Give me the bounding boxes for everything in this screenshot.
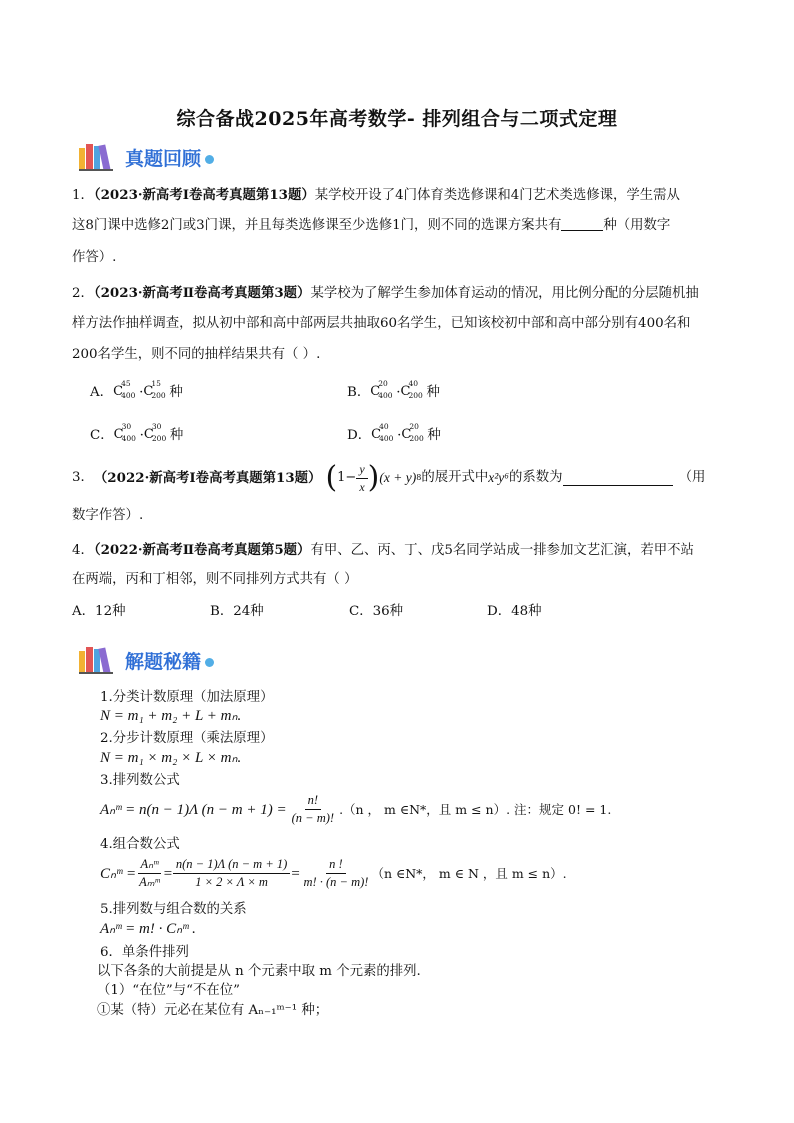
question-text: 作答）. <box>72 250 117 265</box>
question-1-line-3 <box>72 248 722 268</box>
secret-line-1: 1.分类计数原理（加法原理） <box>100 690 274 705</box>
question-source: （2022·新高考Ⅱ卷高考真题第5题） <box>93 542 311 558</box>
question-2-line-3 <box>72 345 722 365</box>
question-3: 3． （2022·新高考Ⅰ卷高考真题第13题） ( 1− $\frac{y}{x}$ ) (x + y) 8 的展开式中 x²y⁶ 的系数为 （用 <box>72 460 706 495</box>
question-source: （2023·新高考Ⅰ卷高考真题第13题） <box>93 187 315 203</box>
question-source: （2022·新高考Ⅰ卷高考真题第13题） <box>93 470 322 486</box>
answer-blank[interactable] <box>563 471 673 486</box>
question-number: 4． <box>72 543 94 558</box>
secret-line-5: 5.排列数与组合数的关系 <box>100 902 247 917</box>
secret-line-3: 3.排列数公式 <box>100 773 180 788</box>
books-icon <box>78 645 122 675</box>
question-2-line-2 <box>72 314 722 334</box>
secret-line-6: 6．单条件排列 <box>100 945 189 960</box>
option-d[interactable]: D．48种 <box>487 604 542 619</box>
section-header-secrets <box>78 644 214 676</box>
question-text: 在两端，丙和丁相邻，则不同排列方式共有（ ） <box>72 572 358 587</box>
option-a[interactable]: A．12种 <box>72 604 126 619</box>
question-text: 种（用数字 <box>603 218 671 233</box>
fraction-y-over-x: $\frac{y}{x}$ <box>356 461 367 496</box>
secret-formula-3: Aₙᵐ = n(n − 1)Λ (n − m + 1) = $\frac{n!}{(n - m)!}$ .（n ， m ∈N*，且 m ≤ n）. 注：规定 0! = 1. <box>100 793 612 825</box>
question-text: 200名学生，则不同的抽样结果共有（ ）. <box>72 347 321 362</box>
secret-formula-5: Aₙᵐ = m! · Cₙᵐ . <box>100 921 196 937</box>
question-1 <box>72 185 722 206</box>
secret-line-2: 2.分步计数原理（乘法原理） <box>100 731 274 746</box>
answer-blank[interactable] <box>561 216 603 231</box>
option-b[interactable]: B． C 20 400 · C 40 200 种 <box>347 379 440 400</box>
option-d[interactable]: D． C 40 400 · C 20 200 种 <box>347 422 441 443</box>
question-text: 样方法作抽样调查，拟从初中部和高中部两层共抽取60名学生，已知该校初中部和高中部分别有400名和 <box>72 316 691 331</box>
question-number: 3． <box>72 470 94 485</box>
option-c[interactable]: C． C 30 400 · C 30 200 种 <box>90 422 184 443</box>
option-a[interactable]: A． C 45 400 · C 15 200 种 <box>90 379 183 400</box>
question-source: （2023·新高考Ⅱ卷高考真题第3题） <box>93 285 311 301</box>
secret-line-7: 以下各条的大前提是从 n 个元素中取 m 个元素的排列. <box>97 964 421 979</box>
question-text: 有甲、乙、丙、丁、戊5名同学站成一排参加文艺汇演，若甲不站 <box>310 543 694 558</box>
question-4-line-2 <box>72 570 722 590</box>
question-1-line-2 <box>72 216 722 236</box>
section-header-review <box>78 141 214 173</box>
question-number: 1． <box>72 188 94 203</box>
secret-line-4: 4.组合数公式 <box>100 837 180 852</box>
question-text: 某学校开设了4门体育类选修课和4门艺术类选修课，学生需从 <box>314 188 680 203</box>
question-text: 某学校为了解学生参加体育运动的情况，用比例分配的分层随机抽 <box>310 286 699 301</box>
option-c[interactable]: C．36种 <box>349 604 404 619</box>
question-number: 2． <box>72 286 94 301</box>
question-text: 数字作答）. <box>72 508 144 523</box>
section-title-review: 真题回顾 <box>125 147 202 170</box>
bullet-dot-icon <box>205 155 214 164</box>
question-3-line-2 <box>72 506 722 526</box>
page-title: 综合备战2025年高考数学- 排列组合与二项式定理 <box>176 108 618 130</box>
section-title-secrets: 解题秘籍 <box>125 650 202 673</box>
secret-line-8: （1）“在位”与“不在位” <box>97 983 241 998</box>
option-b[interactable]: B．24种 <box>210 604 264 619</box>
question-text: 这8门课中选修2门或3门课，并且每类选修课至少选修1门，则不同的选课方案共有 <box>72 218 562 233</box>
question-2 <box>72 283 722 304</box>
question-4 <box>72 540 722 561</box>
secret-formula-1: N = m₁ + m₂ + L + mₙ. <box>100 708 242 724</box>
secret-formula-4: Cₙᵐ = $\frac{\text{Aₙᵐ}}{\text{Aₘᵐ}}$ = $\frac{n(n - 1)\Lambda (n - m + 1)}{1 \times 2 \times \Lambda \times m}$ = $\frac{n !}{m! \cdot (n - m)!}$ （n ∈N*， m ∈ N ，且 m ≤ n）. <box>100 857 567 889</box>
books-icon <box>78 142 122 172</box>
secret-formula-2: N = m₁ × m₂ × L × mₙ. <box>100 750 242 766</box>
bullet-dot-icon <box>205 658 214 667</box>
secret-line-9: ①某（特）元必在某位有 Aₙ₋₁ᵐ⁻¹ 种； <box>97 1003 329 1018</box>
